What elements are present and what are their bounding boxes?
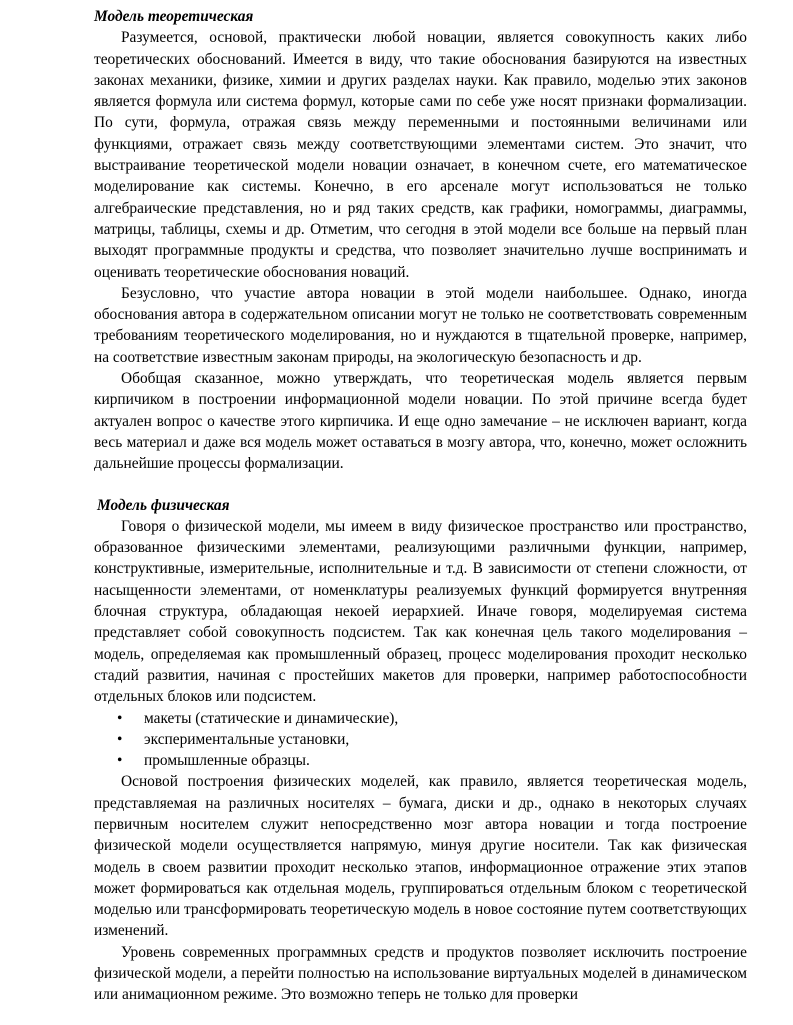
paragraph: Разумеется, основой, практически любой новации, является совокупность каких либо теоретических обоснований. Имеется в виду, что такие обоснования базируются на известных законах механики, физике, химии и других разделах науки. Как правило, моделью этих законов является формула или система формул, которые сами по себе уже носят признаки формализации. По сути, формула, отражая связь между переменными и постоянными величинами или функциями, отражает связь между соответствующими элементами систем. Это значит, что выстраивание теоретической модели новации означает, в конечном счете, его математическое моделирование как системы. Конечно, в его арсенале могут использоваться не только алгебраические представления, но и ряд таких средств, как графики, номограммы, диаграммы, матрицы, таблицы, схемы и др. Отметим, что сегодня в этой модели все больше на первый план выходят программные продукты и средства, что позволяет значительно лучше воспринимать и оценивать теоретические обоснования новаций. [94,29,747,281]
list-item-text: промышленные образцы. [144,752,310,770]
section-heading-physical: Модель физическая [97,496,230,514]
bullet-icon: • [117,752,123,770]
paragraph: Говоря о физической модели, мы имеем в виду физическое пространство или пространство, образованное физическими элементами, реализующими различными функции, например, конструктивные, измерительные, исполнительные и т.д. В зависимости от степени сложности, от насыщенности элементами, от номенклатуры реализуемых функций формируется внутренняя блочная структура, обладающая некоей иерархией. Иначе говоря, моделируемая система представляет собой совокупность подсистем. Так как конечная цель такого моделирования – модель, определяемая как промышленный образец, процесс моделирования проходит несколько стадий развития, начиная с простейших макетов для проверки, например работоспособности отдельных блоков или подсистем. [94,517,747,706]
list-item [94,729,747,750]
bullet-icon: • [117,730,123,748]
bullet-list [94,708,747,772]
bullet-icon: • [117,709,123,727]
paragraph: Основой построения физических моделей, как правило, является теоретическая модель, представляемая на различных носителях – бумага, диски и др., однако в некоторых случаях первичным носителем служит непосредственно мозг автора новации и тогда построение физической модели осуществляется напрямую, минуя другие носители. Так как физическая модель в своем развитии проходит несколько этапов, информационное отражение этих этапов может формироваться как отдельная модель, группироваться отдельным блоком с теоретической моделью или трансформировать теоретическую модель в новое состояние путем соответствующих изменений. [94,773,747,940]
paragraph: Уровень современных программных средств и продуктов позволяет исключить построение физической модели, а перейти полностью на использование виртуальных моделей в динамическом или анимационном режиме. Это возможно теперь не только для проверки [94,943,747,1004]
list-item [94,708,747,729]
list-item-text: экспериментальные установки, [144,730,350,748]
paragraph: Обобщая сказанное, можно утверждать, что теоретическая модель является первым кирпичиком в построении информационной модели новации. По этой причине всегда будет актуален вопрос о качестве этого кирпичика. И еще одно замечание – не исключен вариант, когда весь материал и даже вся модель может оставаться в мозгу автора, что, конечно, может осложнить дальнейшие процессы формализации. [94,370,747,473]
list-item [94,750,747,771]
list-item-text: макеты (статические и динамические), [144,709,399,727]
document-page [94,6,747,1006]
section-heading-theoretical: Модель теоретическая [94,8,254,25]
paragraph: Безусловно, что участие автора новации в этой модели наибольшее. Однако, иногда обоснования автора в содержательном описании могут не только не соответствовать современным требованиям теоретического моделирования, но и нуждаются в тщательной проверке, например, на соответствие известным законам природы, на экологическую безопасность и др. [94,284,747,366]
